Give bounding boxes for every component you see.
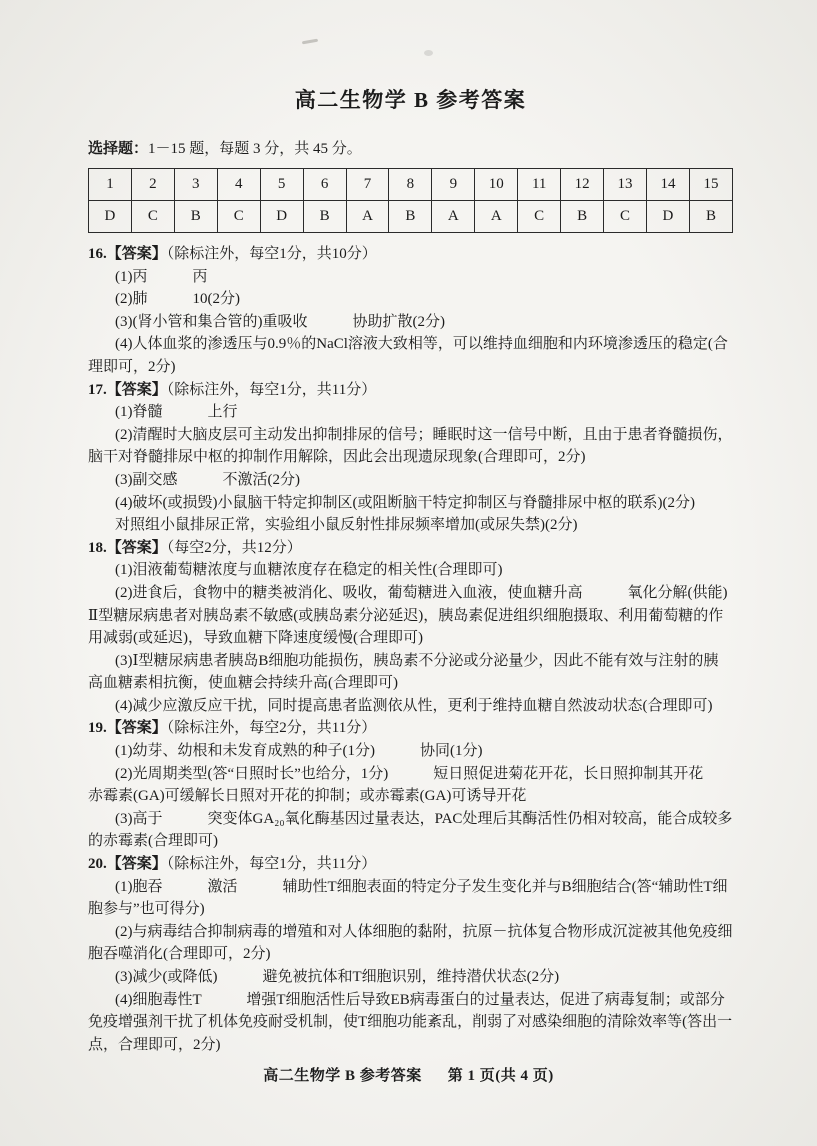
section-19	[88, 717, 733, 853]
question-number: 7	[346, 169, 389, 201]
answer-letter: C	[518, 201, 561, 233]
question-number: 1	[89, 169, 132, 201]
answer-line: (4)破坏(或损毁)小鼠脑干特定抑制区(或阻断脑干特定抑制区与脊髓排尿中枢的联系)(2分)	[115, 494, 695, 511]
answer-letter: B	[561, 201, 604, 233]
question-number: 12	[561, 169, 604, 201]
question-number: 3	[174, 169, 217, 201]
question-number: 11	[518, 169, 561, 201]
page-footer	[0, 1064, 817, 1085]
page-title: 高二生物学 B 参考答案	[294, 88, 527, 112]
section-heading	[88, 853, 733, 876]
section-heading-note: （除标注外，每空2分，共11分）	[166, 720, 377, 737]
answer-letter-row	[89, 201, 733, 233]
answer-line: (2)与病毒结合抑制病毒的增殖和对人体细胞的黏附，抗原－抗体复合物形成沉淀被其他免疫细胞吞噬消化(合理即可，2分)	[88, 923, 733, 963]
question-number: 13	[604, 169, 647, 201]
answer-line: (1)丙 丙	[115, 268, 208, 285]
question-number: 9	[432, 169, 475, 201]
answer-letter: A	[475, 201, 518, 233]
answer-line: (3)Ⅰ型糖尿病患者胰岛B细胞功能损伤，胰岛素不分泌或分泌量少，因此不能有效与注射的胰高血糖素相抗衡，使血糖会持续升高(合理即可)	[88, 652, 719, 692]
section-heading-note: （每空2分，共12分）	[166, 539, 302, 556]
answer-letter: B	[389, 201, 432, 233]
section-heading-note: （除标注外，每空1分，共11分）	[166, 856, 377, 873]
section-17	[88, 379, 733, 537]
answer-line: (3)副交感 不激活(2分)	[115, 471, 300, 488]
answer-letter: D	[260, 201, 303, 233]
section-heading-note: （除标注外，每空1分，共11分）	[166, 381, 377, 398]
section-16	[88, 243, 733, 379]
footer-page-number: 第 1 页(共 4 页)	[447, 1068, 554, 1084]
section-heading-label: 16.【答案】	[88, 246, 167, 262]
answer-line: (3)(肾小管和集合管的)重吸收 协助扩散(2分)	[115, 313, 445, 330]
question-number: 5	[260, 169, 303, 201]
answer-line: (4)人体血浆的渗透压与0.9％的NaCl溶液大致相等，可以维持血细胞和内环境渗透压的稳定(合理即可，2分)	[88, 336, 728, 375]
answer-line: Ⅱ型糖尿病患者对胰岛素不敏感(或胰岛素分泌延迟)，胰岛素促进组织细胞摄取、利用葡萄糖的作用减弱(或延迟)，导致血糖下降速度缓慢(合理即可)	[88, 607, 724, 647]
question-number: 2	[131, 169, 174, 201]
answer-line: (1)脊髓 上行	[115, 404, 238, 421]
footer-title: 高二生物学 B 参考答案	[263, 1068, 422, 1084]
answer-letter: D	[646, 201, 689, 233]
section-heading-label: 17.【答案】	[88, 381, 167, 398]
section-heading	[88, 717, 733, 740]
answer-line: (2)光周期类型(答“日照时长”也给分，1分) 短日照促进菊花开花，长日照抑制其开花	[115, 765, 704, 782]
answer-line: (3)高于 突变体GA₂₀氧化酶基因过量表达，PAC处理后其酶活性仍相对较高，能合成较多的赤霉素(合理即可)	[88, 810, 733, 850]
answer-table	[88, 168, 733, 233]
answer-letter: B	[174, 201, 217, 233]
answer-line: (2)肺 10(2分)	[115, 291, 240, 308]
question-number: 15	[689, 169, 732, 201]
scan-artifact	[424, 50, 433, 56]
answer-line: 赤霉素(GA)可缓解长日照对开花的抑制；或赤霉素(GA)可诱导开花	[88, 788, 527, 805]
selection-note-text: 1－15 题，每题 3 分，共 45 分。	[148, 141, 362, 157]
answer-line: (1)幼芽、幼根和未发育成熟的种子(1分) 协同(1分)	[115, 743, 483, 760]
question-number: 6	[303, 169, 346, 201]
scan-artifact	[302, 39, 318, 45]
answer-letter: A	[346, 201, 389, 233]
question-number: 14	[646, 169, 689, 201]
answer-line: (4)细胞毒性T 增强T细胞活性后导致EB病毒蛋白的过量表达，促进了病毒复制；或部分免疫增强剂干扰了机体免疫耐受机制，使T细胞功能紊乱，削弱了对感染细胞的清除效率等(答出一点，合理即可，2分)	[88, 991, 733, 1053]
section-heading	[88, 379, 733, 402]
section-heading-note: （除标注外，每空1分，共10分）	[166, 246, 377, 262]
answer-letter: A	[432, 201, 475, 233]
answer-letter: C	[604, 201, 647, 233]
answer-line: (2)清醒时大脑皮层可主动发出抑制排尿的信号；睡眠时这一信号中断，且由于患者脊髓损伤，脑干对脊髓排尿中枢的抑制作用解除，因此会出现遗尿现象(合理即可，2分)	[88, 426, 733, 466]
question-number: 10	[475, 169, 518, 201]
answer-letter: C	[217, 201, 260, 233]
section-heading-label: 18.【答案】	[88, 539, 167, 556]
answer-line: (2)进食后，食物中的糖类被消化、吸收，葡萄糖进入血液，使血糖升高 氧化分解(供能)	[115, 584, 728, 601]
answer-letter: D	[89, 201, 132, 233]
answer-line: (1)泪液葡萄糖浓度与血糖浓度存在稳定的相关性(合理即可)	[115, 562, 503, 579]
section-heading-label: 20.【答案】	[88, 856, 167, 873]
selection-note	[88, 138, 733, 161]
answer-letter: B	[689, 201, 732, 233]
section-18	[88, 537, 733, 718]
question-number: 8	[389, 169, 432, 201]
question-number-row	[89, 169, 733, 201]
answer-letter: C	[131, 201, 174, 233]
answer-letter: B	[303, 201, 346, 233]
answer-line: (4)减少应激反应干扰，同时提高患者监测依从性，更利于维持血糖自然波动状态(合理即可)	[115, 697, 713, 714]
selection-note-label: 选择题：	[88, 141, 149, 157]
answer-line: (3)减少(或降低) 避免被抗体和T细胞识别，维持潜伏状态(2分)	[115, 969, 560, 985]
section-20	[88, 853, 733, 1056]
answer-line: (1)胞吞 激活 辅助性T细胞表面的特定分子发生变化并与B细胞结合(答“辅助性T细胞参与”也可得分)	[88, 878, 728, 918]
question-number: 4	[217, 169, 260, 201]
section-heading-label: 19.【答案】	[88, 720, 167, 737]
section-heading	[88, 537, 733, 560]
section-heading	[88, 243, 733, 266]
answer-line: 对照组小鼠排尿正常，实验组小鼠反射性排尿频率增加(或尿失禁)(2分)	[115, 517, 578, 534]
